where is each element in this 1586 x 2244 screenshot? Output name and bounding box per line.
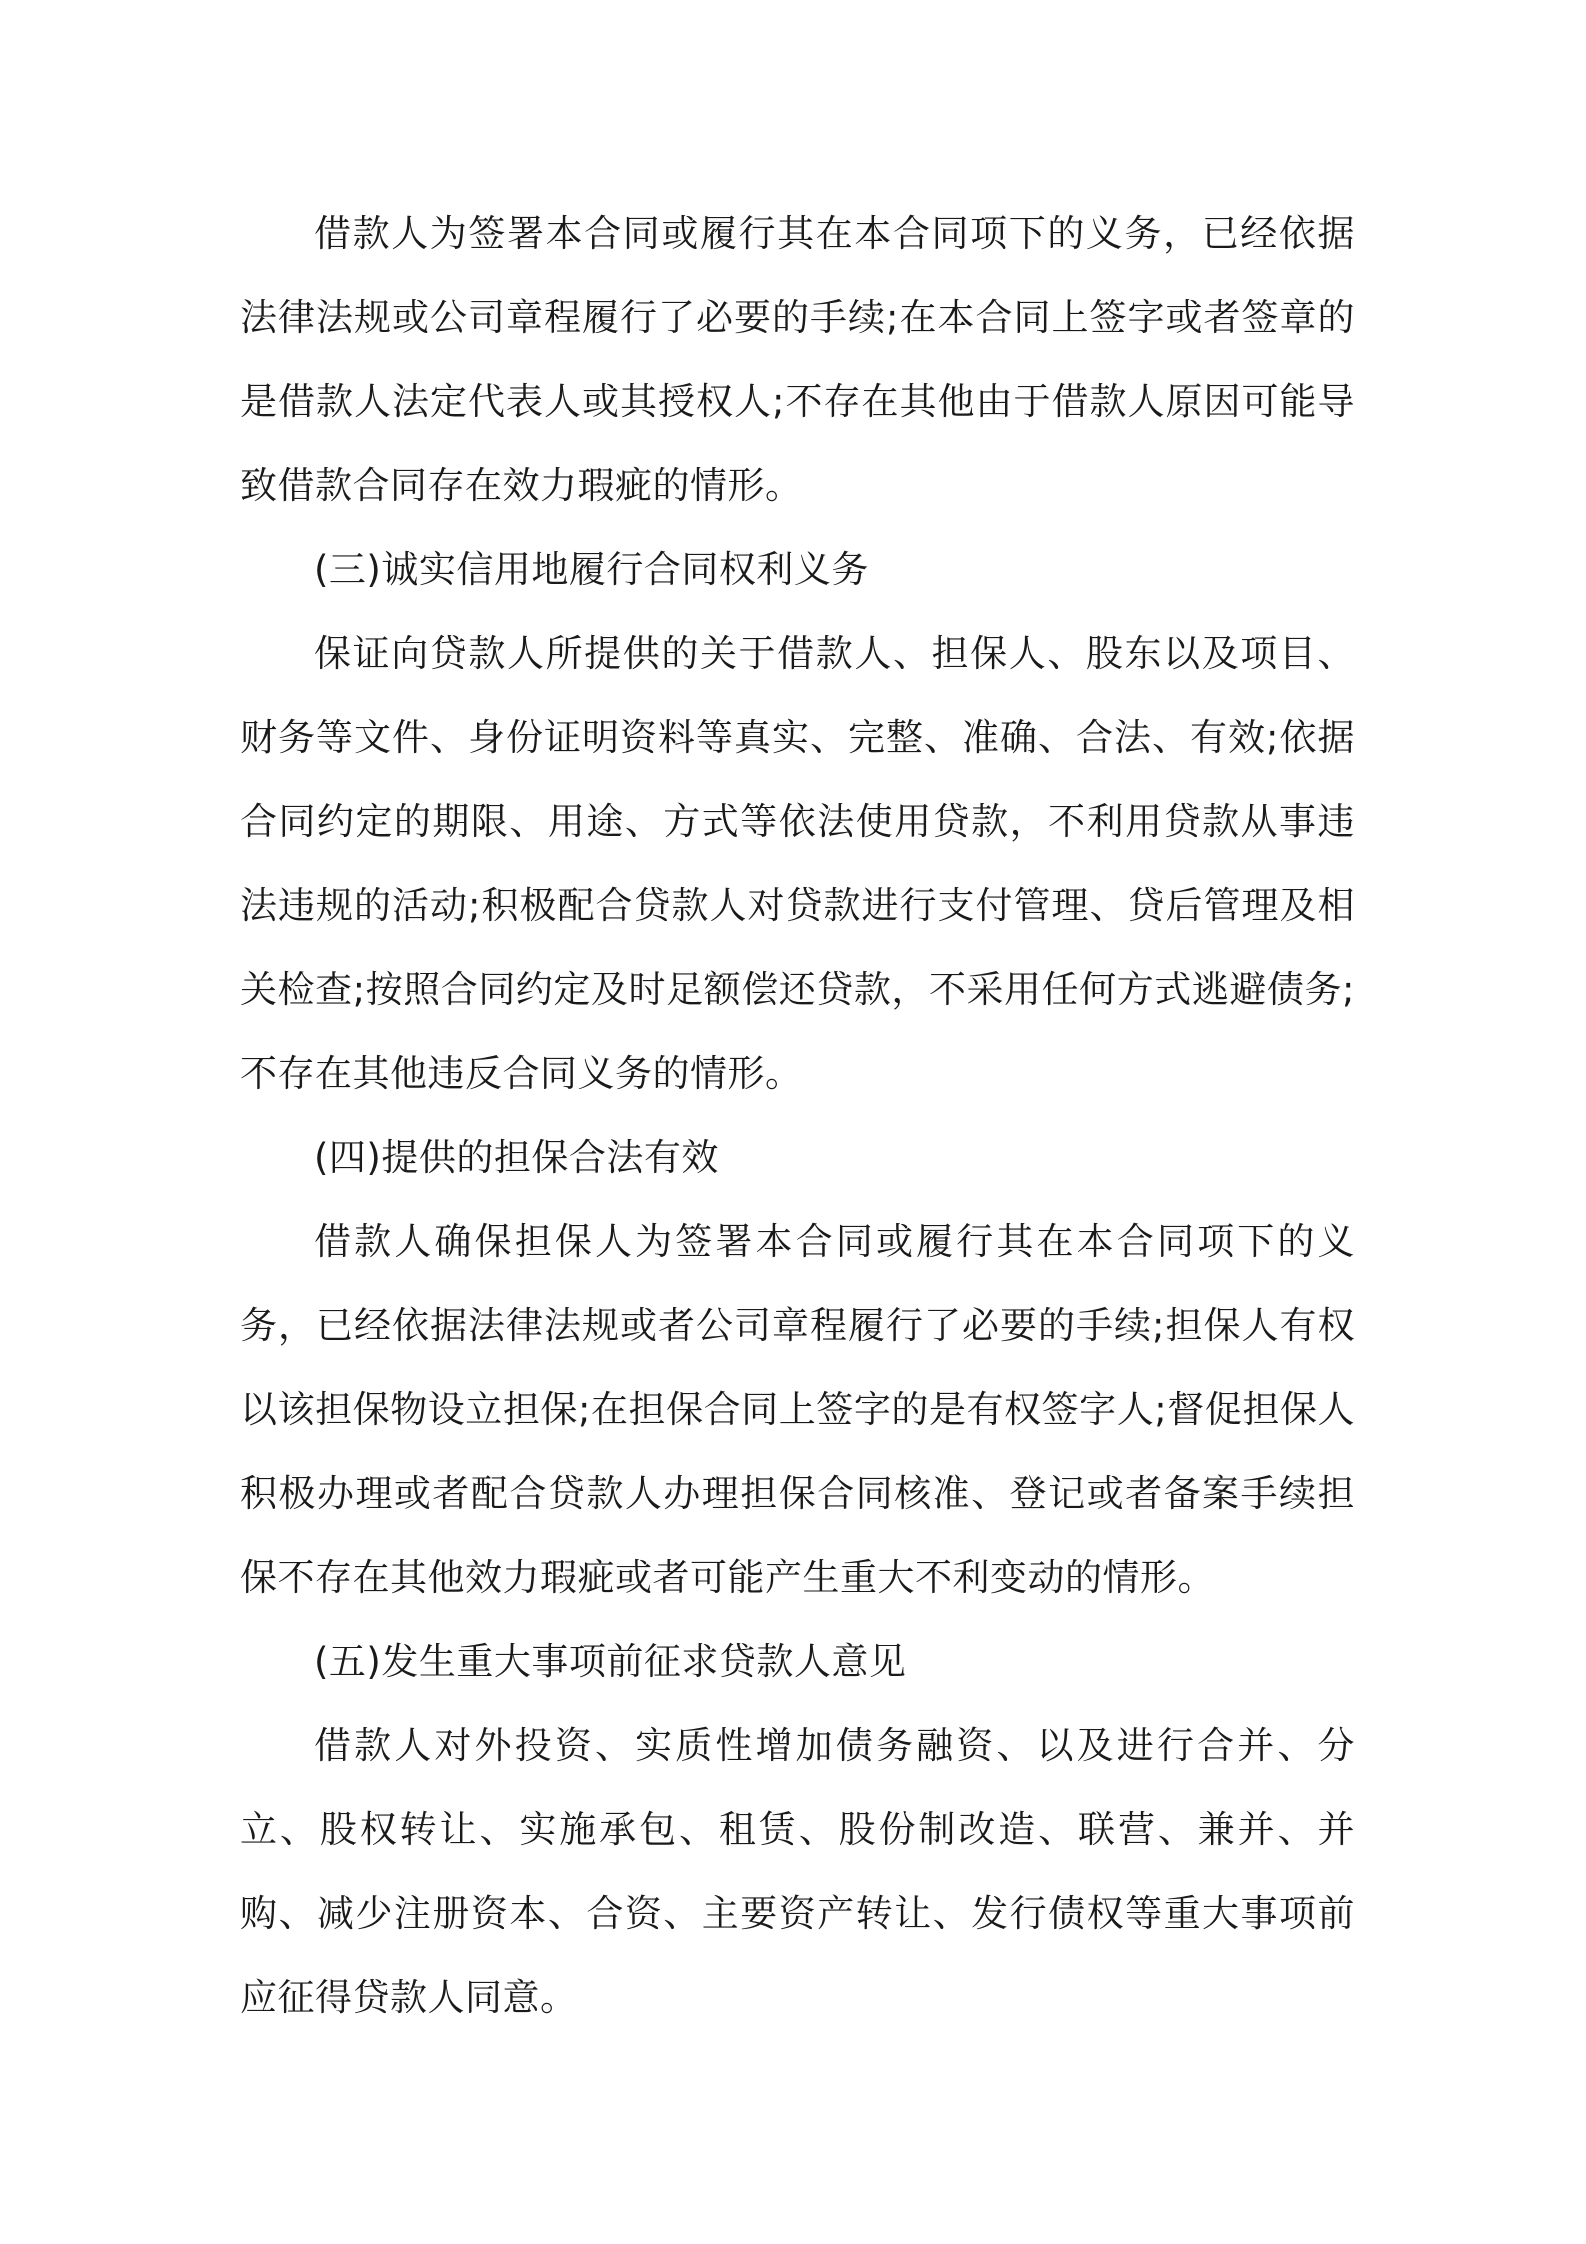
heading-major-events: (五)发生重大事项前征求贷款人意见	[314, 1640, 907, 1683]
paragraph-good-faith: 保证向贷款人所提供的关于借款人、担保人、股东以及项目、财务等文件、身份证明资料等真实、完整、准确、合法、有效;依据合同约定的期限、用途、方式等依法使用贷款，不利用贷款从事违法违规的活动;积极配合贷款人对贷款进行支付管理、贷后管理及相关检查;按照合同约定及时足额偿还贷款，不采用任何方式逃避债务;不存在其他违反合同义务的情形。	[240, 632, 1355, 1095]
heading-guarantee: (四)提供的担保合法有效	[314, 1136, 719, 1179]
document-page	[240, 192, 1355, 2040]
paragraph-guarantee: 借款人确保担保人为签署本合同或履行其在本合同项下的义务，已经依据法律法规或者公司章程履行了必要的手续;担保人有权以该担保物设立担保;在担保合同上签字的是有权签字人;督促担保人积极办理或者配合贷款人办理担保合同核准、登记或者备案手续担保不存在其他效力瑕疵或者可能产生重大不利变动的情形。	[240, 1220, 1355, 1599]
paragraph-major-events: 借款人对外投资、实质性增加债务融资、以及进行合并、分立、股权转让、实施承包、租赁、股份制改造、联营、兼并、并购、减少注册资本、合资、主要资产转让、发行债权等重大事项前应征得贷款人同意。	[240, 1724, 1355, 2019]
heading-good-faith: (三)诚实信用地履行合同权利义务	[314, 548, 869, 591]
paragraph-authorization: 借款人为签署本合同或履行其在本合同项下的义务，已经依据法律法规或公司章程履行了必要的手续;在本合同上签字或者签章的是借款人法定代表人或其授权人;不存在其他由于借款人原因可能导致借款合同存在效力瑕疵的情形。	[240, 212, 1355, 507]
